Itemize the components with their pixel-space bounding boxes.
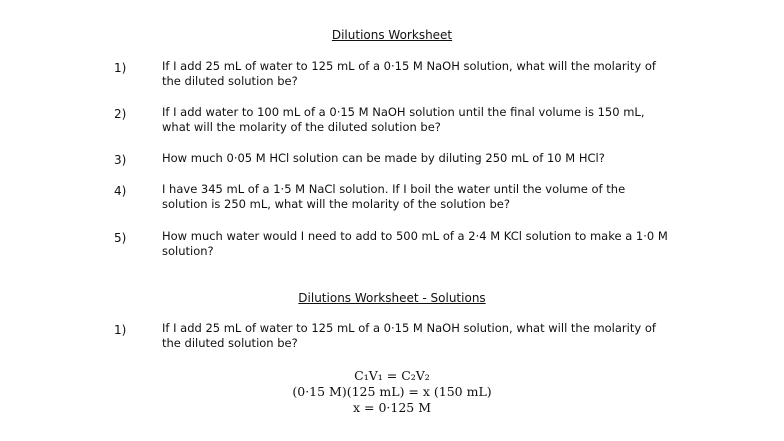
work-line-formula: C₁V₁ = C₂V₂ [354, 368, 430, 383]
work-line-answer: x = 0·125 M [352, 400, 432, 415]
question-2-text: If I add water to 100 mL of a 0·15 M NaOH solution until the final volume is 150 mL, what will the molarity of the diluted solution be? [162, 105, 645, 134]
question-4-text: I have 345 mL of a 1·5 M NaCl solution. If I boil the water until the volume of the solution is 250 mL, what will the molarity of the solution be? [162, 182, 626, 211]
work-line-substitution: (0·15 M)(125 mL) = x (150 mL) [292, 384, 492, 399]
solution-1-text: If I add 25 mL of water to 125 mL of a 0·15 M NaOH solution, what will the molarity of the diluted solution be? [162, 321, 656, 350]
solution-1-work [0, 368, 784, 416]
solutions-title: Dilutions Worksheet - Solutions [298, 291, 486, 305]
question-1-text: If I add 25 mL of water to 125 mL of a 0·15 M NaOH solution, what will the molarity of the diluted solution be? [162, 59, 656, 88]
question-4-number: 4) [114, 184, 127, 198]
worksheet-title: Dilutions Worksheet [331, 28, 453, 42]
question-1-number: 1) [114, 61, 127, 75]
question-5-number: 5) [114, 231, 127, 245]
question-2-number: 2) [114, 107, 127, 121]
question-3-text: How much 0·05 M HCl solution can be made by diluting 250 mL of 10 M HCl? [162, 151, 605, 165]
solution-1-number: 1) [114, 323, 127, 337]
question-5-text: How much water would I need to add to 500 mL of a 2·4 M KCl solution to make a 1·0 M solution? [162, 229, 668, 258]
question-3-number: 3) [114, 153, 127, 167]
